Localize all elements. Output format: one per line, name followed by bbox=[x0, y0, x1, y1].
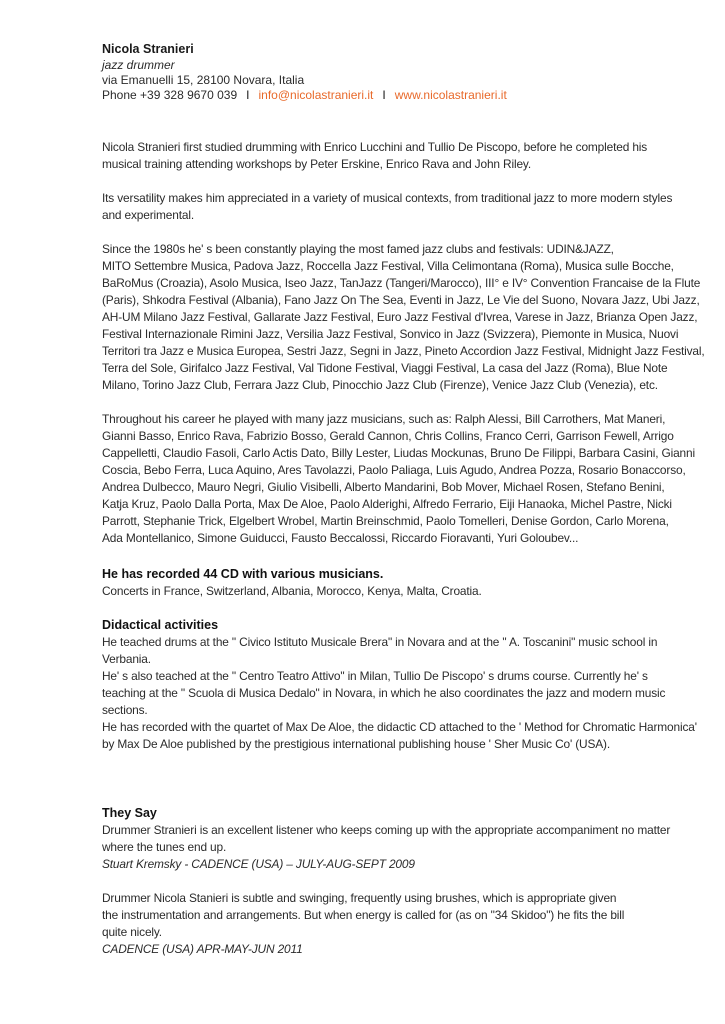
header bbox=[102, 41, 702, 103]
text-line: the instrumentation and arrangements. But when energy is called for (as on "34 Skidoo") he fits the bill bbox=[102, 908, 625, 922]
bio-paragraph-4 bbox=[102, 411, 702, 547]
text-line: Milano, Torino Jazz Club, Ferrara Jazz Club, Pinocchio Jazz Club (Firenze), Venice Jazz Club (Venezia), etc. bbox=[102, 378, 658, 392]
text-line: sections. bbox=[102, 703, 148, 717]
phone: Phone +39 328 9670 039 bbox=[102, 88, 238, 102]
text-line: and experimental. bbox=[102, 208, 194, 222]
text-line: Andrea Dulbecco, Mauro Negri, Giulio Visibelli, Alberto Mandarini, Bob Mover, Michael Rosen, Stefano Benini, bbox=[102, 480, 665, 494]
quote-1 bbox=[102, 822, 702, 873]
didactical-body bbox=[102, 634, 702, 753]
email-link[interactable]: info@nicolastranieri.it bbox=[258, 88, 374, 102]
separator: I bbox=[246, 88, 250, 102]
text-line: Its versatility makes him appreciated in a variety of musical contexts, from traditional jazz to more modern styles bbox=[102, 191, 673, 205]
bio-paragraph-2 bbox=[102, 190, 702, 224]
text-line: teaching at the " Scuola di Musica Dedalo" in Novara, in which he also coordinates the jazz and modern music bbox=[102, 686, 666, 700]
recordings-section bbox=[102, 566, 702, 600]
text-line: AH-UM Milano Jazz Festival, Gallarate Jazz Festival, Euro Jazz Festival d'Ivrea, Varese in Jazz, Brianza Open Jazz, bbox=[102, 310, 698, 324]
text-line: Katja Kruz, Paolo Dalla Porta, Max De Aloe, Paolo Alderighi, Alfredo Ferrario, Eiji Hanaoka, Michel Pastre, Nicki bbox=[102, 497, 672, 511]
text-line: Nicola Stranieri first studied drumming with Enrico Lucchini and Tullio De Piscopo, before he completed his bbox=[102, 140, 648, 154]
text-line: by Max De Aloe published by the prestigious international publishing house ' Sher Music Co' (USA). bbox=[102, 737, 611, 751]
address: via Emanuelli 15, 28100 Novara, Italia bbox=[102, 73, 305, 87]
text-line: He has recorded with the quartet of Max De Aloe, the didactic CD attached to the ' Method for Chromatic Harmonica' bbox=[102, 720, 697, 734]
text-line: Festival Internazionale Rimini Jazz, Versilia Jazz Festival, Sonvico in Jazz (Svizzera), Piemonte in Musica, Nuovi bbox=[102, 327, 679, 341]
artist-role: jazz drummer bbox=[102, 58, 175, 72]
contact-line bbox=[102, 88, 702, 103]
text-line: musical training attending workshops by Peter Erskine, Enrico Rava and John Riley. bbox=[102, 157, 531, 171]
text-line: Throughout his career he played with many jazz musicians, such as: Ralph Alessi, Bill Carrothers, Mat Maneri, bbox=[102, 412, 666, 426]
text-line: Territori tra Jazz e Musica Europea, Sestri Jazz, Segni in Jazz, Pineto Accordion Jazz Festival, Midnight Jazz Festival, bbox=[102, 344, 705, 358]
text-line: Cappelletti, Claudio Fasoli, Carlo Actis Dato, Billy Lester, Liudas Mockunas, Bruno De Filippi, Barbara Casini, Gianni bbox=[102, 446, 695, 460]
text-line: BaRoMus (Croazia), Asolo Musica, Iseo Jazz, TanJazz (Tangeri/Marocco), III° e IV° Convention Francaise de la Flute bbox=[102, 276, 701, 290]
text-line: where the tunes end up. bbox=[102, 840, 227, 854]
quote-2 bbox=[102, 890, 702, 958]
text-line: He teached drums at the " Civico Istituto Musicale Brera" in Novara and at the " A. Toscanini" music school in bbox=[102, 635, 658, 649]
text-line: Verbania. bbox=[102, 652, 151, 666]
text-line: Drummer Nicola Stanieri is subtle and swinging, frequently using brushes, which is appropriate given bbox=[102, 891, 617, 905]
recordings-heading: He has recorded 44 CD with various musicians. bbox=[102, 567, 384, 581]
separator: I bbox=[382, 88, 386, 102]
bio-paragraph-1 bbox=[102, 139, 702, 173]
bio-paragraph-3 bbox=[102, 241, 705, 394]
text-line: Since the 1980s he' s been constantly playing the most famed jazz clubs and festivals: UDIN&JAZZ, bbox=[102, 242, 614, 256]
quote-2-source: CADENCE (USA) APR-MAY-JUN 2011 bbox=[102, 942, 303, 956]
text-line: Terra del Sole, Girifalco Jazz Festival, Val Tidone Festival, Viaggi Festival, La casa del Jazz (Roma), Blue Note bbox=[102, 361, 668, 375]
text-line: Parrott, Stephanie Trick, Elgelbert Wrobel, Martin Breinschmid, Paolo Tomelleri, Denise Gordon, Carlo Morena, bbox=[102, 514, 669, 528]
bio-section bbox=[102, 139, 705, 547]
artist-name: Nicola Stranieri bbox=[102, 42, 194, 56]
didactical-heading: Didactical activities bbox=[102, 618, 219, 632]
website-link[interactable]: www.nicolastranieri.it bbox=[394, 88, 507, 102]
concerts-line: Concerts in France, Switzerland, Albania, Morocco, Kenya, Malta, Croatia. bbox=[102, 584, 482, 598]
they-say-section bbox=[102, 805, 702, 958]
they-say-heading: They Say bbox=[102, 806, 157, 820]
text-line: Drummer Stranieri is an excellent listener who keeps coming up with the appropriate accompaniment no matter bbox=[102, 823, 671, 837]
text-line: Ada Montellanico, Simone Guiducci, Fausto Beccalossi, Riccardo Fioravanti, Yuri Goloubev... bbox=[102, 531, 579, 545]
text-line: He' s also teached at the " Centro Teatro Attivo" in Milan, Tullio De Piscopo' s drums course. Currently he' s bbox=[102, 669, 648, 683]
text-line: MITO Settembre Musica, Padova Jazz, Roccella Jazz Festival, Villa Celimontana (Roma), Musica sulle Bocche, bbox=[102, 259, 674, 273]
quote-1-source: Stuart Kremsky - CADENCE (USA) – JULY-AUG-SEPT 2009 bbox=[102, 857, 415, 871]
text-line: (Paris), Shkodra Festival (Albania), Fano Jazz On The Sea, Eventi in Jazz, Le Vie del Suono, Novara Jazz, Ubi Jazz, bbox=[102, 293, 700, 307]
text-line: quite nicely. bbox=[102, 925, 162, 939]
didactical-section bbox=[102, 617, 702, 753]
text-line: Gianni Basso, Enrico Rava, Fabrizio Bosso, Gerald Cannon, Chris Collins, Franco Cerri, Garrison Fewell, Arrigo bbox=[102, 429, 674, 443]
text-line: Coscia, Bebo Ferra, Luca Aquino, Ares Tavolazzi, Paolo Paliaga, Luis Agudo, Andrea Pozza, Rosario Bonaccorso, bbox=[102, 463, 686, 477]
document-page bbox=[102, 41, 705, 958]
